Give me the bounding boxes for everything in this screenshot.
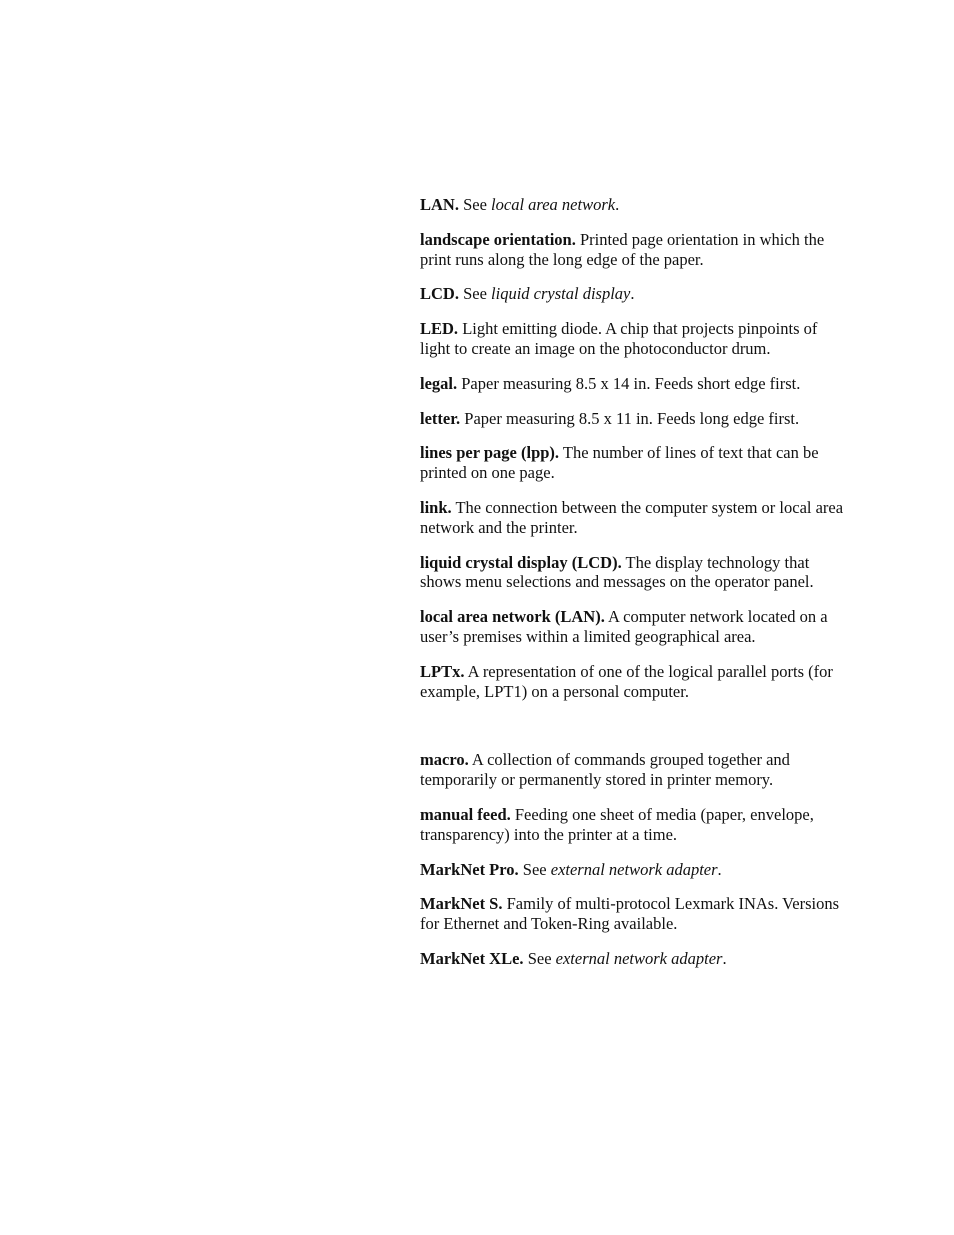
glossary-definition: Feeding one sheet of media (paper, envelope, transparency) into the printer at a time. xyxy=(420,804,814,844)
glossary-definition: See xyxy=(518,859,551,879)
glossary-term: manual feed. xyxy=(420,804,511,824)
glossary-entry-marknet-xle xyxy=(420,949,845,969)
glossary-entry-letter xyxy=(420,409,845,429)
glossary-entry-liquid-crystal-display xyxy=(420,553,845,593)
glossary-cross-reference: liquid crystal display xyxy=(491,284,631,304)
glossary-term: LPTx. xyxy=(420,661,465,681)
glossary-term: liquid crystal display (LCD). xyxy=(420,552,622,572)
glossary-definition: See xyxy=(458,284,492,304)
glossary-entry-macro xyxy=(420,750,845,790)
glossary-entry-led xyxy=(420,319,845,359)
glossary-entry-local-area-network xyxy=(420,607,845,647)
glossary-entry-marknet-pro xyxy=(420,860,845,880)
glossary xyxy=(420,195,845,984)
glossary-term: MarkNet XLe. xyxy=(420,948,524,968)
glossary-entry-marknet-s xyxy=(420,894,845,934)
glossary-definition: A representation of one of the logical parallel ports (for example, LPT1) on a personal computer. xyxy=(420,661,833,701)
glossary-entry-link xyxy=(420,498,845,538)
glossary-entry-lan xyxy=(420,195,845,215)
glossary-entry-manual-feed xyxy=(420,805,845,845)
glossary-term: local area network (LAN). xyxy=(420,607,605,627)
glossary-term: landscape orientation. xyxy=(420,229,576,249)
glossary-definition: Paper measuring 8.5 x 11 in. Feeds long edge first. xyxy=(460,408,800,428)
glossary-definition: See xyxy=(458,195,492,214)
glossary-definition-end: . xyxy=(630,284,635,304)
glossary-cross-reference: external network adapter xyxy=(555,948,723,968)
glossary-definition: Light emitting diode. A chip that projects pinpoints of light to create an image on the photoconductor drum. xyxy=(420,319,818,358)
glossary-cross-reference: local area network xyxy=(491,195,616,214)
glossary-entry-lcd xyxy=(420,284,845,304)
glossary-definition-end: . xyxy=(722,948,727,968)
glossary-term: lines per page (lpp). xyxy=(420,443,560,463)
glossary-term: LAN. xyxy=(420,195,459,214)
glossary-entry-lines-per-page xyxy=(420,443,845,483)
section-divider-space xyxy=(420,716,845,750)
glossary-definition: Family of multi-protocol Lexmark INAs. Versions for Ethernet and Token-Ring available. xyxy=(420,894,840,934)
glossary-term: link. xyxy=(420,497,452,517)
glossary-term: letter. xyxy=(420,408,461,428)
glossary-definition: The number of lines of text that can be printed on one page. xyxy=(420,443,819,483)
glossary-definition: A collection of commands grouped together and temporarily or permanently stored in printer memory. xyxy=(420,750,790,790)
glossary-term: LED. xyxy=(420,319,459,339)
glossary-term: MarkNet S. xyxy=(420,894,503,914)
glossary-term: MarkNet Pro. xyxy=(420,859,519,879)
glossary-definition-end: . xyxy=(717,859,722,879)
glossary-entry-landscape-orientation xyxy=(420,230,845,270)
glossary-definition: The connection between the computer system or local area network and the printer. xyxy=(420,497,844,537)
glossary-entry-legal xyxy=(420,374,845,394)
glossary-entry-lptx xyxy=(420,662,845,702)
glossary-definition-end: . xyxy=(615,195,620,214)
glossary-definition: Paper measuring 8.5 x 14 in. Feeds short edge first. xyxy=(457,373,801,393)
glossary-definition: A computer network located on a user’s premises within a limited geographical area. xyxy=(420,607,828,646)
glossary-term: LCD. xyxy=(420,284,459,304)
glossary-term: legal. xyxy=(420,373,458,393)
glossary-definition: See xyxy=(523,948,556,968)
glossary-term: macro. xyxy=(420,750,469,770)
glossary-definition: The display technology that shows menu selections and messages on the operator panel. xyxy=(420,552,814,592)
glossary-cross-reference: external network adapter xyxy=(550,859,718,879)
glossary-definition: Printed page orientation in which the print runs along the long edge of the paper. xyxy=(420,229,825,269)
